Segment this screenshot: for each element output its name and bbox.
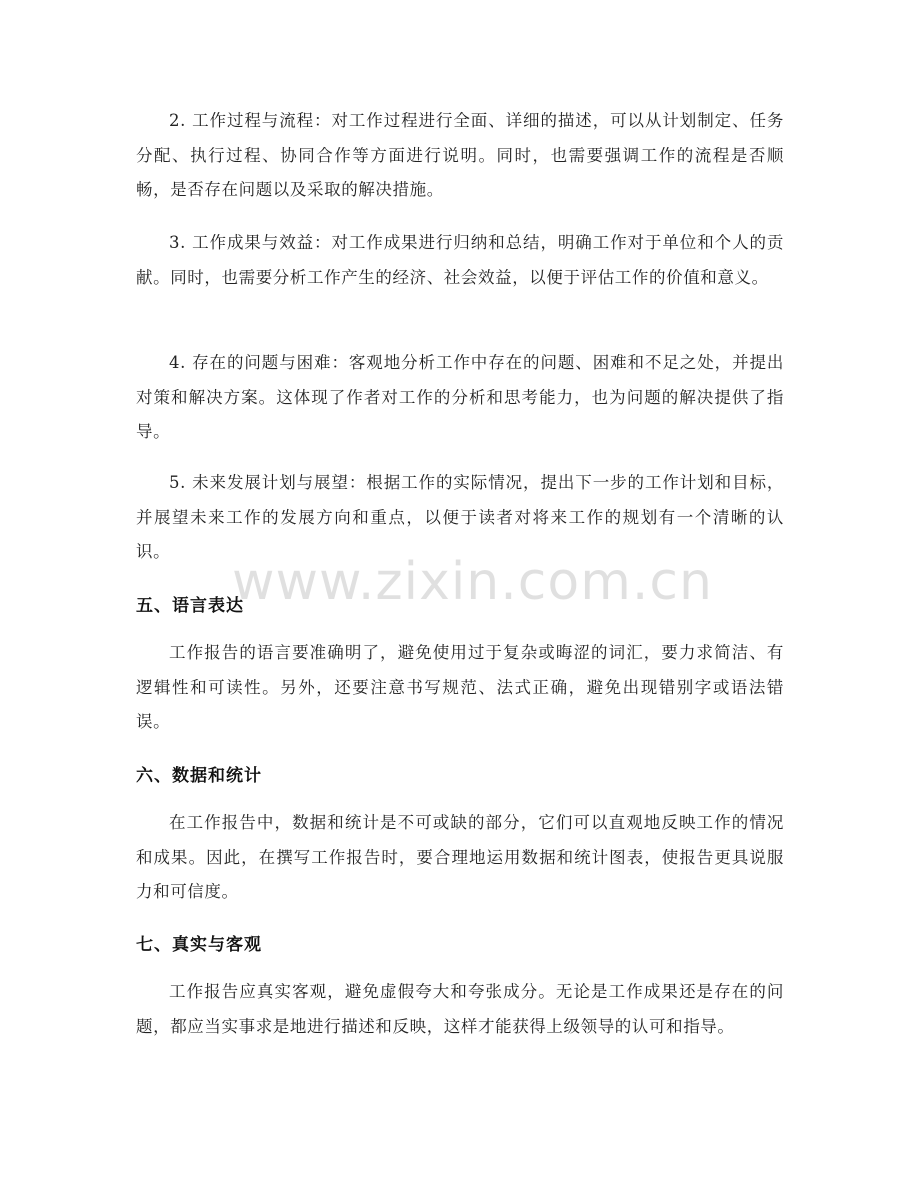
section-heading-data: 六、数据和统计	[136, 766, 262, 786]
watermark: www.zixin.com.cn	[232, 552, 713, 612]
list-item-future-plan: 5. 未来发展计划与展望：根据工作的实际情况，提出下一步的工作计划和目标，并展望未来工作的发展方向和重点，以便于读者对将来工作的规划有一个清晰的认识。	[136, 473, 784, 561]
section-heading-objectivity: 七、真实与客观	[136, 935, 262, 955]
list-item-problems: 4. 存在的问题与困难：客观地分析工作中存在的问题、困难和不足之处，并提出对策和解决方案。这体现了作者对工作的分析和思考能力，也为问题的解决提供了指导。	[136, 353, 784, 441]
section-body-language: 工作报告的语言要准确明了，避免使用过于复杂或晦涩的词汇，要力求简洁、有逻辑性和可读性。另外，还要注意书写规范、法式正确，避免出现错别字或语法错误。	[136, 643, 784, 731]
section-heading-language: 五、语言表达	[136, 596, 244, 616]
list-item-work-process: 2. 工作过程与流程：对工作过程进行全面、详细的描述，可以从计划制定、任务分配、执行过程、协同合作等方面进行说明。同时，也需要强调工作的流程是否顺畅，是否存在问题以及采取的解决措施。	[136, 111, 784, 199]
section-body-objectivity: 工作报告应真实客观，避免虚假夸大和夸张成分。无论是工作成果还是存在的问题，都应当实事求是地进行描述和反映，这样才能获得上级领导的认可和指导。	[136, 982, 784, 1036]
list-item-work-results: 3. 工作成果与效益：对工作成果进行归纳和总结，明确工作对于单位和个人的贡献。同时，也需要分析工作产生的经济、社会效益，以便于评估工作的价值和意义。	[136, 233, 784, 287]
section-body-data: 在工作报告中，数据和统计是不可或缺的部分，它们可以直观地反映工作的情况和成果。因此，在撰写工作报告时，要合理地运用数据和统计图表，使报告更具说服力和可信度。	[136, 813, 784, 901]
